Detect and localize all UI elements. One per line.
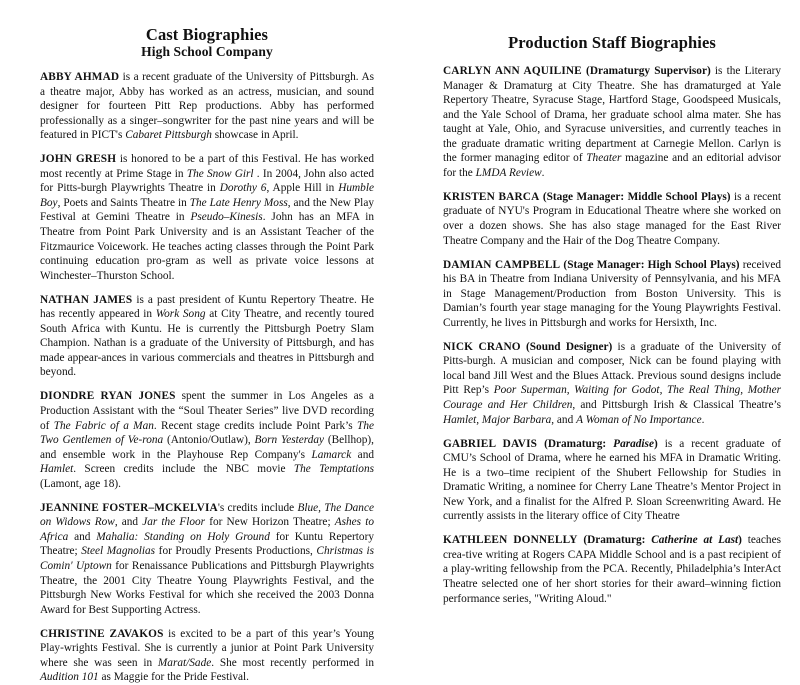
bio-name: GABRIEL DAVIS [443,437,538,450]
bio-title-italic: Pseudo–Kinesis [190,211,263,224]
bio-name: KRISTEN BARCA [443,190,540,203]
bio-title-italic: Ashes to Africa [40,516,374,543]
bio-text: . Recent stage credits include Point Park’s [153,419,358,432]
bio-name: JEANNINE FOSTER–MCKELVIA [40,501,218,514]
bio-entry [40,501,374,617]
bio-entry [40,627,374,685]
bio-text: and [351,448,374,461]
bio-text-tail: . [541,166,545,179]
bio-text: is a past president of Kuntu Repertory Theatre. He has recently appeared in [40,293,375,321]
bio-name: CARLYN ANN AQUILINE [443,65,582,77]
bio-text: , Poets and Saints Theatre in [57,196,190,209]
bio-role: (Dramaturgy Supervisor) [581,65,711,77]
bio-text: spent the summer in Los Angeles as a Production Assistant with the “Soul Theater Series” live DVD recording of [40,390,374,432]
bio-title-italic: Dorothy 6 [219,182,267,195]
bio-text: is excited to be a part of this year’s Young Play-wrights Festival. She is currently a junior at Point Park University where she was seen in [40,627,374,669]
bio-name: DIONDRE RYAN JONES [40,390,176,403]
bio-title-italic: Lamarck [311,448,352,461]
bio-text: , and [114,516,143,529]
bio-role: (Dramaturg: [537,437,614,450]
bio-title-italic: Poor Superman, Waiting for Godot, The Real Thing, Mother Courage and Her Children [443,384,781,411]
bio-text-tail: (Lamont, age 18). [40,477,121,490]
bio-text: . Screen credits include the NBC movie [73,463,294,476]
bio-text: magazine and an editorial advisor for the [443,152,781,179]
bio-text: for Proudly Presents Productions, [155,545,317,558]
bio-title-italic: Hamlet, Major Barbara [443,413,552,426]
bio-entry [443,340,781,427]
bio-text: is honored to be a part of this Festival. He has worked most recently at Prime Stage in [40,153,374,180]
bio-text-tail: . [701,413,705,426]
bio-text: is the Literary Manager & Dramaturg at City Theatre. She has dramaturged at Yale Repertory Theatre, Syracuse Stage, Hartford Stage, Goodspeed Musicals, and the Yale School of Drama, her graduate school alma mater. She has taught at Yale, Ohio, and Syracuse universities, and currently teaches in the graduate dramatic writing department at Carnegie Mellon. Carlyn is the former managing editor of [443,65,782,165]
bio-text: received his BA in Theatre from Indiana University of Pennsylvania, and his MFA in Stage Management/Production from Boston University. This is Damian’s fourth year stage managing for the Young Playwrights Festival. Currently, he lives in Pittsburgh and works for Hersixth, Inc. [443,258,781,329]
bio-name: JOHN GRESH [40,153,117,166]
bio-title-italic: Steel Magnolias [81,545,156,558]
bio-title-italic: A Woman of No Importance [576,413,702,426]
bio-title-italic: Mahalia: Standing on Holy Ground [96,530,270,543]
bio-text: is a recent graduate of the University of Pittsburgh. As a theatre major, Abby has worked as an actress, musician, and sound designer for fourteen Pitt Rep productions. Abby has performed professionally as a singer–songwriter for the past nine years and will be featured in PICT's [40,71,375,142]
bio-title-italic: Jar the Floor [142,516,206,529]
bio-title-italic: The Temptations [293,463,374,476]
production-staff-heading: Production Staff Biographies [508,33,716,52]
bio-text: and [68,530,97,543]
bio-title-italic: Audition 101 [40,671,99,684]
bio-name: ABBY AHMAD [40,71,120,83]
production-staff-biographies-column [443,0,781,606]
bio-entry [40,389,374,491]
bio-title-italic: The Late Henry Moss [189,196,288,209]
bio-title-italic: Cabaret Pittsburgh [125,129,212,142]
bio-name: NATHAN JAMES [40,293,133,306]
bio-title-italic: Work Song [155,308,206,321]
bio-entry [443,64,781,180]
bio-text: , and Pittsburgh Irish & Classical Theatre’s [572,398,781,411]
bio-role-close: ) [738,534,742,547]
bio-text-tail: . John has an MFA in Theatre from Point Park University and is an Assistant Teacher of the Fitzmaurice Voicework. He teaches acting classes through the Point Park continuing education pro-gram as well as private voice lessons at Winchester–Thurston School. [40,211,374,282]
cast-biographies-subheading: High School Company [141,44,273,59]
bio-text: for New Horizon Theatre; [205,516,335,529]
bio-text: , and the New Play Festival at Gemini Theatre in [40,196,374,224]
bio-name: CHRISTINE ZAVAKOS [40,627,164,640]
bio-text: is a graduate of the University of Pitts-burgh. A musician and composer, Nick can be found playing with local band Jill West and the Blues Attack. Previous sound designs include Pitt Rep’s [443,340,782,397]
bio-title-italic: Marat/Sade [157,656,212,669]
bio-role: (Stage Manager: High School Plays) [560,258,740,271]
bio-text: teaches crea-tive writing at Rogers CAPA Middle School and is a past recipient of a play-writing fellowship from the PCA. Recently, Philadelphia’s InterAct Theatre selected one of her short stories for their award–winning fiction performance series, "Writing Aloud." [443,534,781,605]
bio-entry [443,190,781,248]
bio-entry [443,258,781,331]
bio-text-tail: showcase in April. [211,129,299,142]
bio-text-tail: for Renaissance Publications and Pittsburgh Playwrights Theatre, the 2001 City Theatre Young Playwrights Festival, and the Pittsburgh New Works Festival for which she received the 2003 Donna Award for Best Supporting Actress. [40,559,374,616]
bio-title-italic: The Fabric of a Man [53,419,154,432]
bio-title-italic: Born Yesterday [254,434,325,447]
bio-text-tail: as Maggie for the Pride Festival. [98,671,249,684]
bio-text: , and [551,413,577,426]
bio-entry [443,437,781,524]
bio-role-close: ) [653,437,658,450]
bio-entry [443,533,781,606]
bio-title-italic: Humble Boy [40,182,374,209]
bio-title-italic: The Snow Girl [186,167,254,180]
bio-name: NICK CRANO [443,340,521,353]
bio-role-play-title: Paradise [613,437,654,450]
bio-role: (Sound Designer) [520,340,613,353]
bio-title-italic: LMDA Review [475,166,542,179]
bio-text: (Antonio/Outlaw), [163,434,255,447]
bio-text: for Kuntu Repertory Theatre; [40,530,374,558]
bio-text: (Bellhop), and ensemble work in the Playhouse Rep Company's [40,434,374,461]
bio-role-play-title: Catherine at Last [651,534,739,547]
bio-title-italic: Blue, The Dance on Widows Row [40,501,374,529]
bio-entry [40,70,374,143]
bio-entry [40,152,374,283]
bio-title-italic: The Two Gentlemen of Ve-rona [40,419,374,447]
cast-biographies-heading: Cast Biographies [145,25,269,44]
cast-biographies-column [40,0,374,685]
bio-role: (Dramaturg: [577,534,652,547]
bio-text: . She most recently performed in [211,656,374,669]
bio-name: KATHLEEN DONNELLY [443,534,578,547]
bio-text: is a recent graduate of CMU’s School of Drama, where he earned his MFA in Dramatic Writing. He is a two–time recipient of the Shubert Fellowship for Studies in Dramatic Writing, a nominee for Cherry Lane Theatre’s Mentor Project in New York, and a finalist for the Alfred P. Sloan Screenwriting Award. He currently assists in the literary office of City Theatre [443,437,782,523]
bio-text: , Apple Hill in [266,182,339,195]
bio-entry [40,293,374,380]
bio-text-tail: at City Theatre, and recently toured South Africa with Kuntu. He is currently the Pittsburgh Poetry Slam Champion. Nathan is a graduate of the University of Pittsburgh, and has made appear-ances in various commercials and theatres in Pittsburgh and beyond. [40,308,374,379]
bio-text: . In 2004, John also acted for Pitts-burgh Playwrights Theatre in [40,167,374,195]
bio-title-italic: Theater [586,152,622,165]
bio-title-italic: Hamlet [40,463,74,476]
bio-title-italic: Christmas is Comin' Uptown [40,545,374,572]
bio-text: is a recent graduate of NYU's Program in Educational Theatre where she worked on over a dozen shows. She has also stage managed for the East River Theatre Company and the Hair of the Dog Theatre Company. [443,190,781,247]
bio-text: 's credits include [217,501,298,514]
bio-role: (Stage Manager: Middle School Plays) [539,190,731,203]
bio-name: DAMIAN CAMPBELL [443,258,561,271]
